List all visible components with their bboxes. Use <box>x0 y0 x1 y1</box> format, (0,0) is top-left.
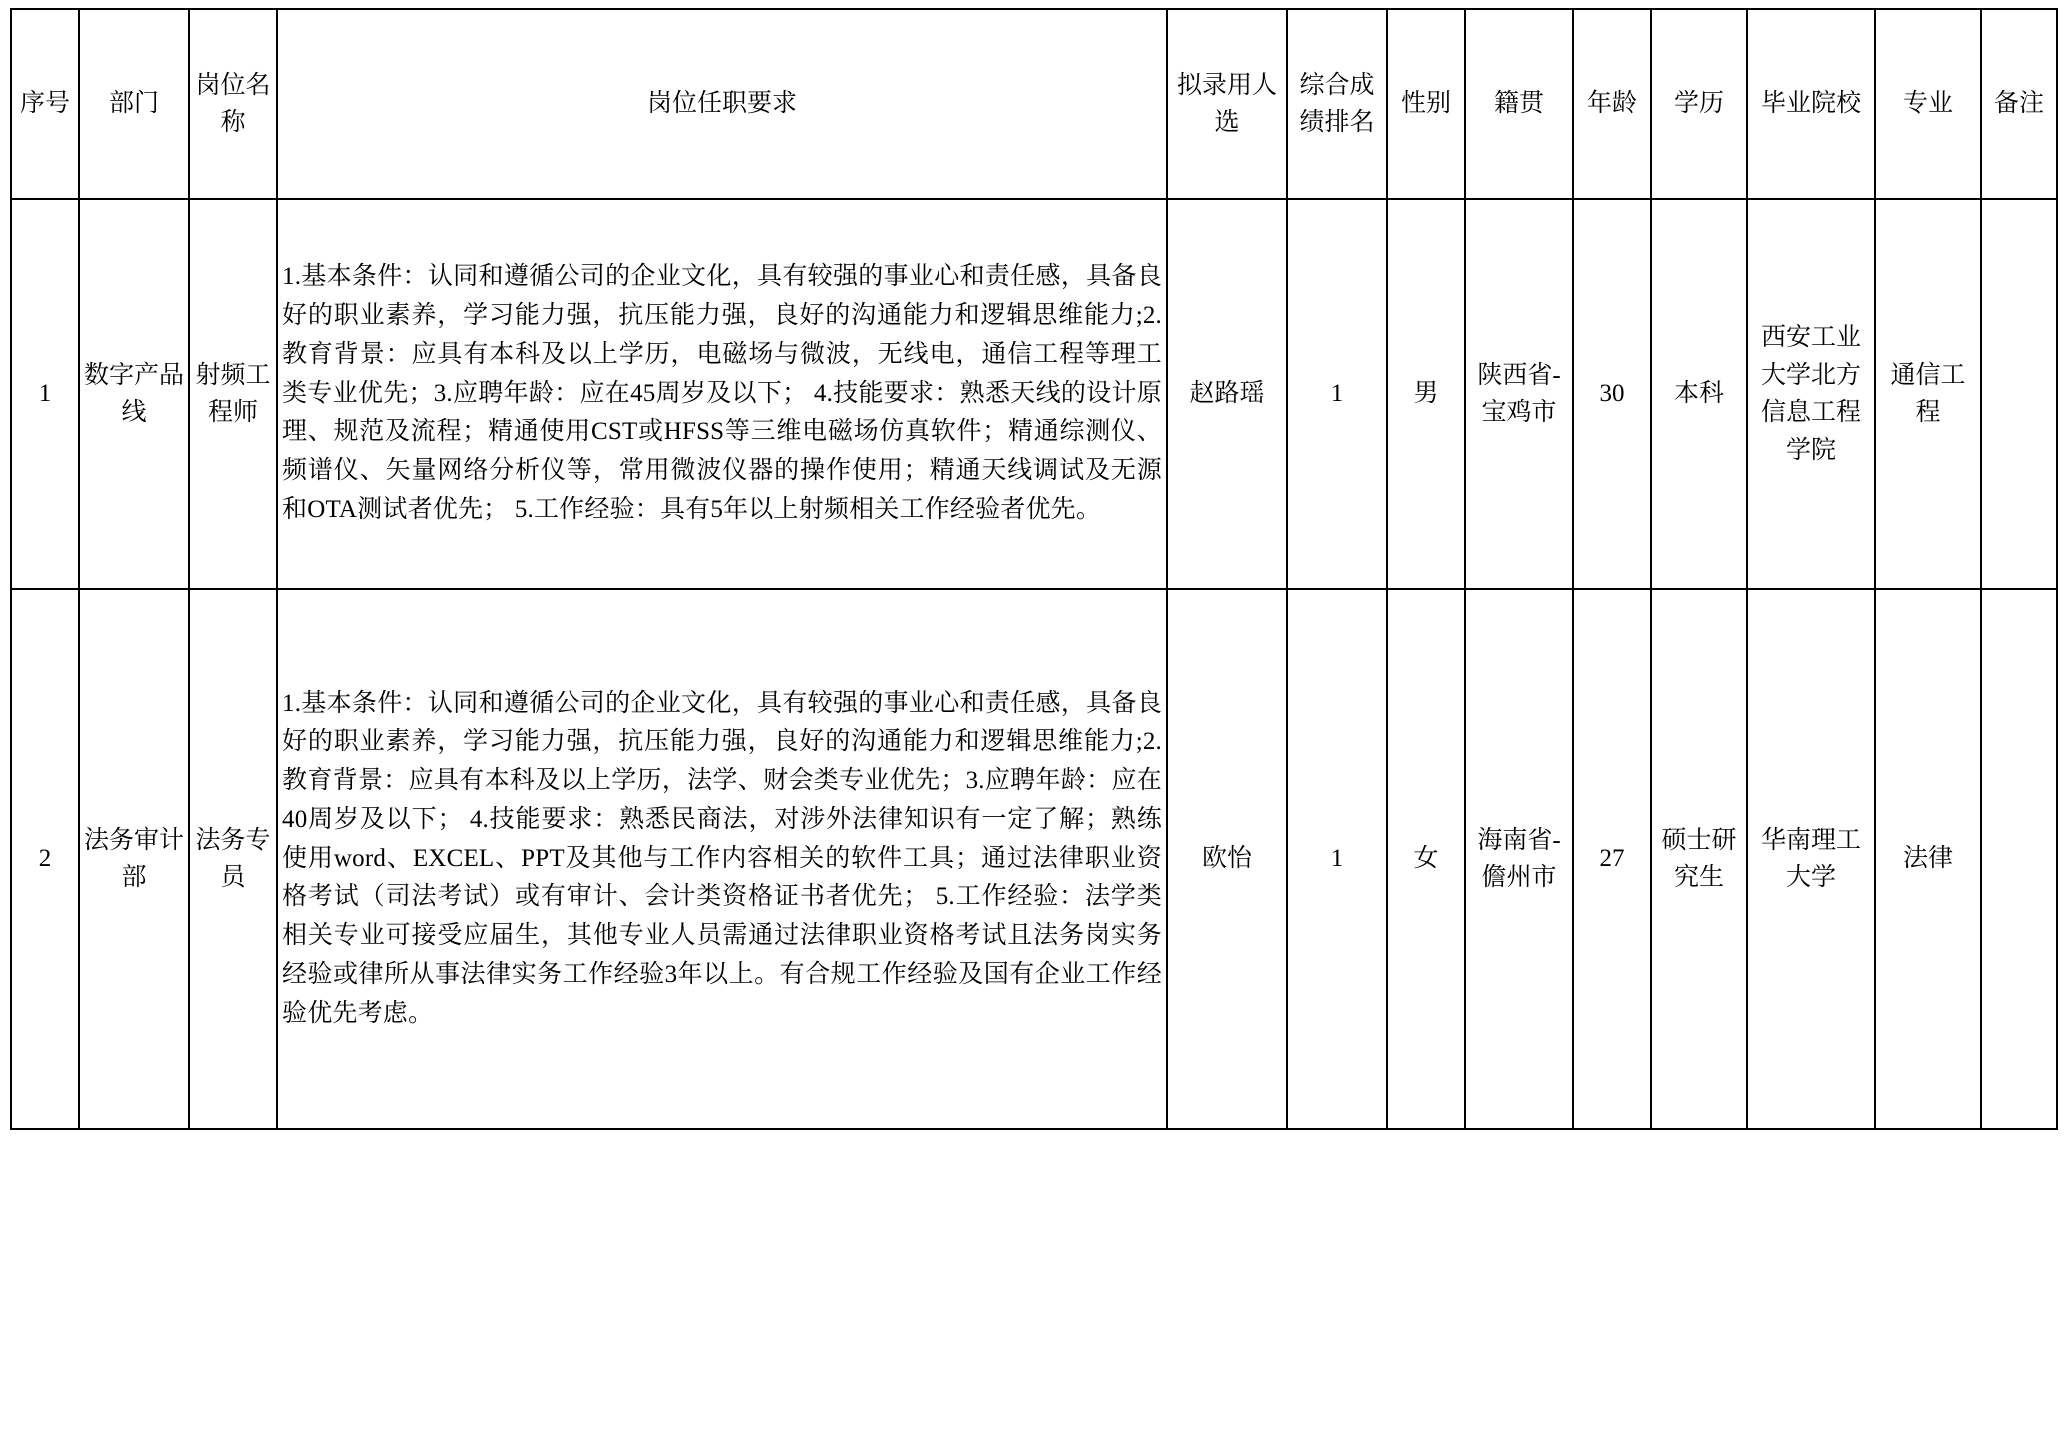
cell-requirement <box>277 589 1167 1129</box>
cell-education <box>1651 589 1747 1129</box>
table-row <box>11 199 2057 589</box>
cell-major <box>1875 589 1981 1129</box>
cell-candidate <box>1167 589 1287 1129</box>
header-seq-label: 序号 <box>19 90 70 118</box>
cell-requirement <box>277 199 1167 589</box>
cell-remark <box>1981 589 2057 1129</box>
cell-seq-text: 1 <box>38 380 52 408</box>
header-gender <box>1387 9 1465 199</box>
cell-requirement-text: 1.基本条件：认同和遵循公司的企业文化，具有较强的事业心和责任感，具备良好的职业素养，学习能力强，抗压能力强，良好的沟通能力和逻辑思维能力;2.教育背景：应具有本科及以上学历，法学、财会类专业优先；3.应聘年龄：应在40周岁及以下； 4.技能要求：熟悉民商法，对涉外法律知识有一定了解；熟练使用word、EXCEL、PPT及其他与工作内容相关的软件工具；通过法律职业资格考试（司法考试）或有审计、会计类资格证书者优先； 5.工作经验：法学类相关专业可接受应届生，其他专业人员需通过法律职业资格考试且法务岗实务经验或律所从事法律实务工作经验3年以上。有合规工作经验及国有企业工作经验优先考虑。 <box>282 689 1162 1027</box>
cell-seq <box>11 589 79 1129</box>
cell-rank-text: 1 <box>1330 845 1344 873</box>
cell-school <box>1747 199 1875 589</box>
cell-native-place-text: 陕西省-宝鸡市 <box>1477 361 1561 426</box>
header-major <box>1875 9 1981 199</box>
header-native-place <box>1465 9 1573 199</box>
cell-major <box>1875 199 1981 589</box>
cell-gender-text: 女 <box>1413 845 1439 873</box>
cell-seq-text: 2 <box>38 845 52 873</box>
header-native-place-label: 籍贯 <box>1493 90 1544 118</box>
table-header <box>11 9 2057 199</box>
header-seq <box>11 9 79 199</box>
header-department-label: 部门 <box>108 90 159 118</box>
header-remark-label: 备注 <box>1993 90 2044 118</box>
cell-department <box>79 589 189 1129</box>
cell-native-place <box>1465 199 1573 589</box>
cell-candidate <box>1167 199 1287 589</box>
cell-seq <box>11 199 79 589</box>
header-requirement-label: 岗位任职要求 <box>646 90 797 118</box>
cell-rank <box>1287 589 1387 1129</box>
cell-major-text: 法律 <box>1902 845 1953 873</box>
header-row <box>11 9 2057 199</box>
header-major-label: 专业 <box>1902 90 1953 118</box>
header-department <box>79 9 189 199</box>
cell-requirement-text: 1.基本条件：认同和遵循公司的企业文化，具有较强的事业心和责任感，具备良好的职业素养，学习能力强，抗压能力强，良好的沟通能力和逻辑思维能力;2.教育背景：应具有本科及以上学历，电磁场与微波，无线电，通信工程等理工类专业优先；3.应聘年龄：应在45周岁及以下； 4.技能要求：熟悉天线的设计原理、规范及流程；精通使用CST或HFSS等三维电磁场仿真软件；精通综测仪、频谱仪、矢量网络分析仪等，常用微波仪器的操作使用；精通天线调试及无源和OTA测试者优先； 5.工作经验：具有5年以上射频相关工作经验者优先。 <box>282 263 1162 523</box>
header-candidate <box>1167 9 1287 199</box>
table-body <box>11 199 2057 1129</box>
cell-rank-text: 1 <box>1330 380 1344 408</box>
header-age <box>1573 9 1651 199</box>
cell-education-text: 本科 <box>1673 380 1724 408</box>
recruitment-table <box>10 8 2058 1130</box>
cell-education <box>1651 199 1747 589</box>
header-rank-label: 综合成绩排名 <box>1299 71 1375 136</box>
header-remark <box>1981 9 2057 199</box>
header-school <box>1747 9 1875 199</box>
cell-gender <box>1387 199 1465 589</box>
cell-age-text: 30 <box>1599 380 1625 408</box>
cell-age <box>1573 589 1651 1129</box>
header-age-label: 年龄 <box>1586 90 1637 118</box>
cell-school-text: 西安工业大学北方信息工程学院 <box>1760 324 1861 464</box>
cell-candidate-text: 欧怡 <box>1201 845 1252 873</box>
cell-gender-text: 男 <box>1413 380 1439 408</box>
cell-department-text: 法务审计部 <box>84 826 185 891</box>
header-rank <box>1287 9 1387 199</box>
cell-major-text: 通信工程 <box>1890 361 1966 426</box>
cell-gender <box>1387 589 1465 1129</box>
header-requirement <box>277 9 1167 199</box>
cell-post-name <box>189 589 277 1129</box>
cell-candidate-text: 赵路瑶 <box>1189 380 1265 408</box>
header-candidate-label: 拟录用人选 <box>1176 71 1277 136</box>
cell-department <box>79 199 189 589</box>
document-sheet <box>0 8 2066 1130</box>
cell-native-place-text: 海南省-儋州市 <box>1477 826 1561 891</box>
cell-post-name-text: 射频工程师 <box>195 361 271 426</box>
header-post-name-label: 岗位名称 <box>195 71 271 136</box>
header-post-name <box>189 9 277 199</box>
cell-rank <box>1287 199 1387 589</box>
cell-remark <box>1981 199 2057 589</box>
header-gender-label: 性别 <box>1400 90 1451 118</box>
cell-education-text: 硕士研究生 <box>1661 826 1737 891</box>
cell-school <box>1747 589 1875 1129</box>
header-school-label: 毕业院校 <box>1760 90 1861 118</box>
cell-age-text: 27 <box>1599 845 1625 873</box>
cell-post-name-text: 法务专员 <box>195 826 271 891</box>
cell-native-place <box>1465 589 1573 1129</box>
cell-school-text: 华南理工大学 <box>1760 826 1861 891</box>
table-row <box>11 589 2057 1129</box>
header-education-label: 学历 <box>1673 90 1724 118</box>
cell-age <box>1573 199 1651 589</box>
header-education <box>1651 9 1747 199</box>
cell-department-text: 数字产品线 <box>84 361 185 426</box>
cell-post-name <box>189 199 277 589</box>
